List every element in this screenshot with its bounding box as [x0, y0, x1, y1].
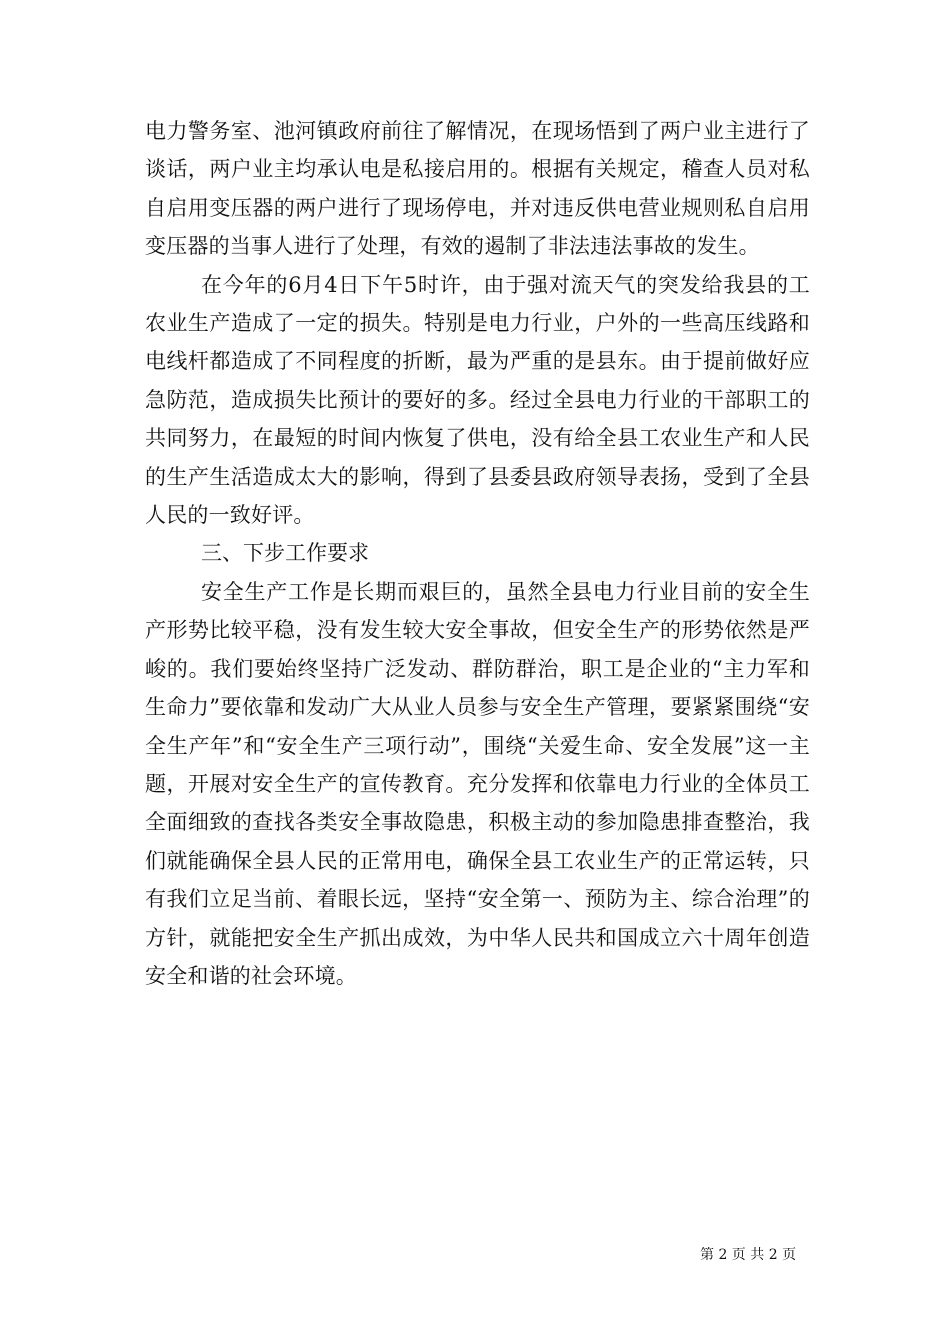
page-number-footer: 第 2 页 共 2 页	[700, 1247, 797, 1263]
document-body	[145, 112, 810, 995]
paragraph-work-requirements: 安全生产工作是长期而艰巨的，虽然全县电力行业目前的安全生产形势比较平稳，没有发生较大安全事故，但安全生产的形势依然是严峻的。我们要始终坚持广泛发动、群防群治，职工是企业的“主力军和生命力”要依靠和发动广大从业人员参与安全生产管理，要紧紧围绕“安全生产年”和“安全生产三项行动”，围绕“关爱生命、安全发展”这一主题，开展对安全生产的宣传教育。充分发挥和依靠电力行业的全体员工全面细致的查找各类安全事故隐患，积极主动的参加隐患排查整治，我们就能确保全县人民的正常用电，确保全县工农业生产的正常运转，只有我们立足当前、着眼长远，坚持“安全第一、预防为主、综合治理”的方针，就能把安全生产抓出成效，为中华人民共和国成立六十周年创造安全和谐的社会环境。	[145, 579, 810, 988]
paragraph-storm-recovery: 在今年的6月4日下午5时许，由于强对流天气的突发给我县的工农业生产造成了一定的损失。特别是电力行业，户外的一些高压线路和电线杆都造成了不同程度的折断，最为严重的是县东。由于提前做好应急防范，造成损失比预计的要好的多。经过全县电力行业的干部职工的共同努力，在最短的时间内恢复了供电，没有给全县工农业生产和人民的生产生活造成太大的影响，得到了县委县政府领导表扬，受到了全县人民的一致好评。	[145, 272, 810, 528]
section-heading-next-steps: 三、下步工作要求	[201, 541, 369, 566]
paragraph-investigation: 电力警务室、池河镇政府前往了解情况，在现场悟到了两户业主进行了谈话，两户业主均承认电是私接启用的。根据有关规定，稽查人员对私自启用变压器的两户进行了现场停电，并对违反供电营业规则私自启用变压器的当事人进行了处理，有效的遏制了非法违法事故的发生。	[145, 119, 810, 259]
